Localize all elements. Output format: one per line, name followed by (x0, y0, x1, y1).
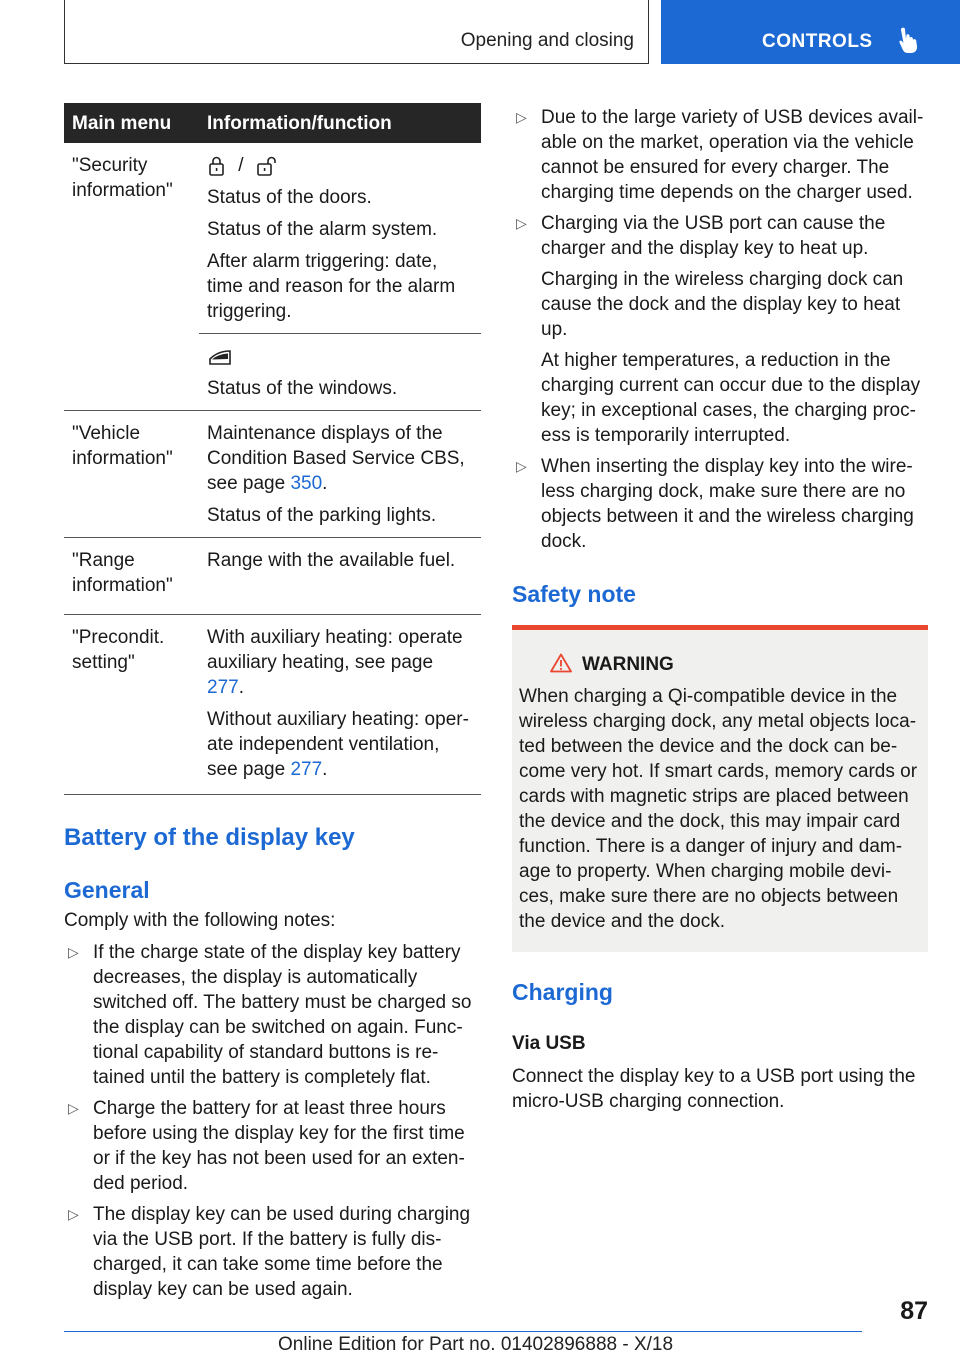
security-doors-status: Status of the doors. (207, 187, 372, 208)
row-content-security-doors (199, 143, 481, 334)
icon-separator: / (238, 155, 244, 176)
table-row (64, 143, 481, 334)
warning-box (512, 625, 928, 952)
header-chapter-title: CONTROLS (762, 31, 873, 52)
table-row (64, 615, 481, 795)
triangle-bullet-icon: ▷ (516, 458, 527, 474)
menu-table (64, 103, 481, 795)
list-item-text: When inserting the display key into the wire‐less charging dock, make sure there are no objects between it and the wireless charging dock. (541, 456, 914, 552)
table-header-information: Information/function (199, 103, 481, 143)
row-content-security-windows (199, 334, 481, 411)
page-ref-link-277[interactable]: 277 (290, 759, 323, 780)
triangle-bullet-icon: ▷ (516, 109, 527, 125)
door-locked-icon (207, 155, 227, 177)
list-item (512, 105, 928, 205)
list-item-text: Due to the large variety of USB devices avail‐able on the market, operation via the vehicle cannot be ensured for every charger. The charging time depends on the charger used. (541, 107, 924, 203)
list-item (512, 211, 928, 448)
header-section-title: Opening and closing (460, 30, 634, 51)
hand-pointer-icon (897, 26, 923, 54)
list-item-text: Charging via the USB port can cause the charger and the display key to heat up. (541, 213, 886, 259)
list-item-text: Charge the battery for at least three hours before using the display key for the first time or if the key has not been used for an exten‐ded period. (93, 1098, 465, 1194)
period: . (322, 759, 328, 780)
list-item (512, 454, 928, 554)
period: . (322, 473, 328, 494)
heading-via-usb: Via USB (512, 1033, 586, 1054)
vehicle-parking-lights: Status of the parking lights. (207, 505, 437, 526)
triangle-bullet-icon: ▷ (516, 215, 527, 231)
security-alarm-status: Status of the alarm system. (207, 219, 438, 240)
list-item-text: At higher temperatures, a reduction in the charging current can occur due to the display key; in exceptional cases, the charging proc‐ess is temporarily interrupted. (541, 350, 921, 446)
section-title-battery: Battery of the display key (64, 824, 355, 851)
page-ref-link-277[interactable]: 277 (207, 677, 239, 698)
row-label-security: "Security information" (64, 143, 199, 411)
list-item (64, 940, 481, 1090)
triangle-bullet-icon: ▷ (68, 1100, 79, 1116)
page-number: 87 (900, 1297, 928, 1325)
footer-edition: Online Edition for Part no. 01402896888 - X/18 (278, 1334, 674, 1355)
usb-charging-text: Connect the display key to a USB port using the micro-USB charging connection. (512, 1066, 916, 1112)
row-content-range: Range with the available fuel. (199, 538, 481, 615)
security-windows-status: Status of the windows. (207, 378, 398, 399)
subsection-title-general: General (64, 877, 150, 903)
warning-triangle-icon (550, 653, 572, 673)
charging-notes-list (512, 105, 928, 554)
row-label-precond: "Precondit. setting" (64, 615, 199, 795)
table-row (64, 411, 481, 538)
footer-divider (64, 1331, 862, 1332)
list-item (64, 1096, 481, 1196)
right-column (512, 103, 928, 1114)
list-item-text: Charging in the wireless charging dock can cause the dock and the display key to heat up. (541, 269, 904, 340)
precond-vent-text: Without auxiliary heating: oper‐ate independent ventilation, see page (207, 709, 469, 780)
row-label-vehicle: "Vehicle information" (64, 411, 199, 538)
period: . (238, 677, 244, 698)
precond-aux-text: With auxiliary heating: operate auxiliary heating, see page (207, 627, 463, 673)
warning-title: WARNING (582, 654, 674, 675)
table-row (64, 538, 481, 615)
triangle-bullet-icon: ▷ (68, 944, 79, 960)
warning-text: When charging a Qi-compatible device in the wireless charging dock, any metal objects loca‐ted between the device and the dock can be‐come very hot. If smart cards, memory cards or cards with magnetic strips are placed between the device and the dock, this may impair card function. There is a danger of injury and dam‐age to property. When charging mobile devi‐ces, make sure there are no objects between the device and the dock. (519, 686, 918, 932)
door-unlocked-icon (255, 155, 283, 177)
battery-notes-list (64, 940, 481, 1302)
battery-intro: Comply with the following notes: (64, 910, 336, 931)
vehicle-cbs-text: Maintenance displays of the Condition Based Service CBS, see page (207, 423, 465, 494)
row-label-range: "Range information" (64, 538, 199, 615)
list-item-text: If the charge state of the display key battery decreases, the display is automatically switched off. The battery must be charged so the display can be switched on again. Func‐tional capability of standard buttons is re‐tained until the battery is completely flat. (93, 942, 472, 1088)
row-content-precond (199, 615, 481, 795)
security-alarm-triggering: After alarm triggering: date, time and reason for the alarm triggering. (207, 251, 456, 322)
row-content-vehicle (199, 411, 481, 538)
subsection-title-charging: Charging (512, 979, 613, 1005)
left-column (64, 103, 481, 1308)
window-icon (207, 347, 233, 367)
subsection-title-safety: Safety note (512, 581, 636, 607)
triangle-bullet-icon: ▷ (68, 1206, 79, 1222)
page-ref-link-350[interactable]: 350 (290, 473, 323, 494)
list-item-text: The display key can be used during charging via the USB port. If the battery is fully dis‐charged, it can take some time before the display key can be used again. (93, 1204, 471, 1300)
running-header-chapter (661, 0, 960, 64)
running-header-section (64, 0, 649, 64)
table-header-main-menu: Main menu (64, 103, 199, 143)
list-item (64, 1202, 481, 1302)
